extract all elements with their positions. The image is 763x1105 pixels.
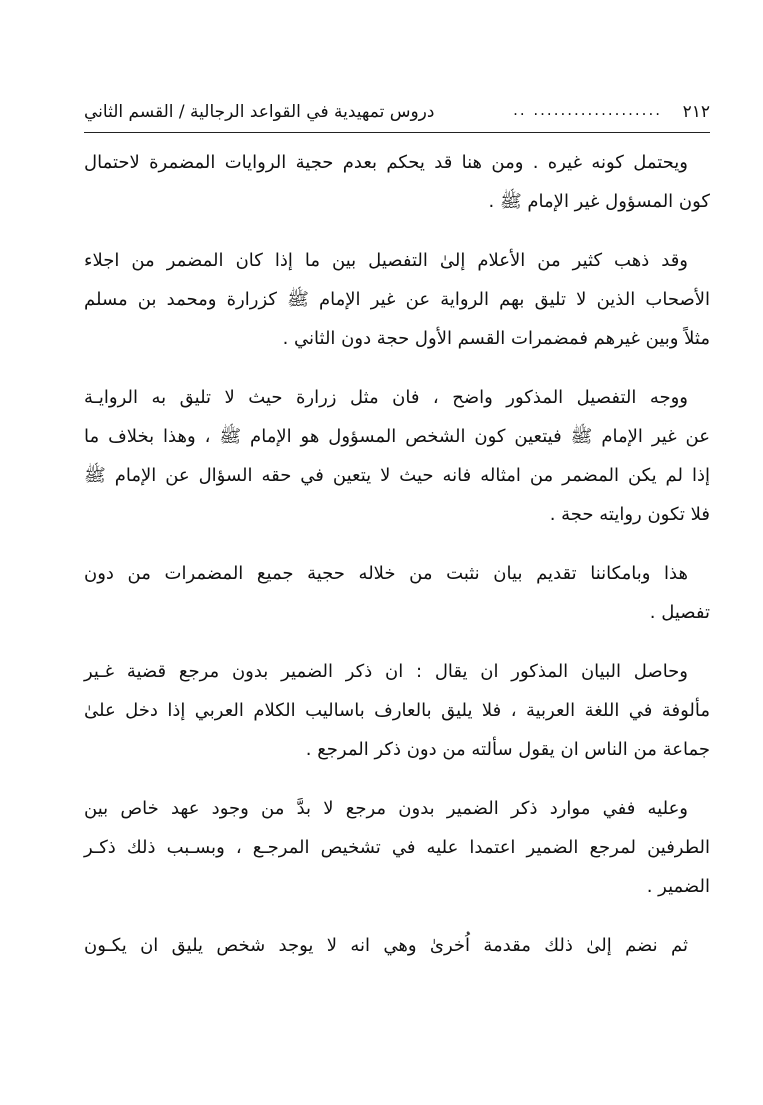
- paragraph-3: [84, 378, 710, 534]
- paragraph-line: تفصيل .: [649, 602, 710, 623]
- page-number: ٢١٢: [682, 102, 710, 122]
- header-title: دروس تمهيدية في القواعد الرجالية / القسم الثاني: [84, 102, 435, 122]
- paragraph-line: هذا وبامكاننا تقديم بيان نثبت من خلاله حجية جميع المضمرات من دون: [84, 563, 688, 584]
- paragraph-line: وعليه ففي موارد ذكر الضمير بدون مرجع لا بدَّ من وجود عهد خاص بين: [84, 798, 688, 819]
- paragraph-line: إذا لم يكن المضمر من امثاله فانه حيث لا يتعين في حقه السؤال عن الإمام ﷺ: [84, 465, 710, 486]
- paragraph-line: ويحتمل كونه غيره . ومن هنا قد يحكم بعدم حجية الروايات المضمرة لاحتمال: [84, 152, 688, 173]
- paragraph-line: الأصحاب الذين لا تليق بهم الرواية عن غير الإمام ﷺ كزرارة ومحمد بن مسلم: [84, 289, 710, 310]
- book-page: [84, 92, 710, 985]
- header-dot-leader: ................... ..: [513, 101, 662, 119]
- paragraph-line: الطرفين لمرجع الضمير اعتمدا عليه في تشخيص المرجـع ، وبسـبب ذلك ذكـر: [84, 837, 710, 858]
- running-header: [84, 92, 710, 133]
- paragraph-line: كون المسؤول غير الإمام ﷺ .: [488, 191, 710, 212]
- paragraph-6: [84, 789, 710, 906]
- paragraph-line: جماعة من الناس ان يقول سألته من دون ذكر المرجع .: [305, 739, 710, 760]
- paragraph-4: [84, 554, 710, 632]
- paragraph-line: مثلاً وبين غيرهم فمضمرات القسم الأول حجة دون الثاني .: [282, 328, 710, 349]
- paragraph-2: [84, 241, 710, 358]
- paragraph-line: عن غير الإمام ﷺ فيتعين كون الشخص المسؤول هو الإمام ﷺ ، وهذا بخلاف ما: [84, 426, 710, 447]
- paragraph-line: ووجه التفصيل المذكور واضح ، فان مثل زرارة حيث لا تليق به الروايـة: [84, 387, 688, 408]
- paragraph-7: [84, 926, 710, 965]
- paragraph-line: وقد ذهب كثير من الأعلام إلىٰ التفصيل بين ما إذا كان المضمر من اجلاء: [84, 250, 688, 271]
- paragraph-line: وحاصل البيان المذكور ان يقال : ان ذكر الضمير بدون مرجع قضية غـير: [84, 661, 688, 682]
- paragraph-line: ثم نضم إلىٰ ذلك مقدمة اُخرىٰ وهي انه لا يوجد شخص يليق ان يكـون: [84, 935, 688, 956]
- paragraph-5: [84, 652, 710, 769]
- paragraph-1: [84, 143, 710, 221]
- paragraph-line: الضمير .: [646, 876, 710, 897]
- paragraph-line: مألوفة في اللغة العربية ، فلا يليق بالعارف باساليب الكلام العربي إذا دخل علىٰ: [84, 700, 710, 721]
- page-body: [84, 143, 710, 965]
- paragraph-line: فلا تكون روايته حجة .: [549, 504, 710, 525]
